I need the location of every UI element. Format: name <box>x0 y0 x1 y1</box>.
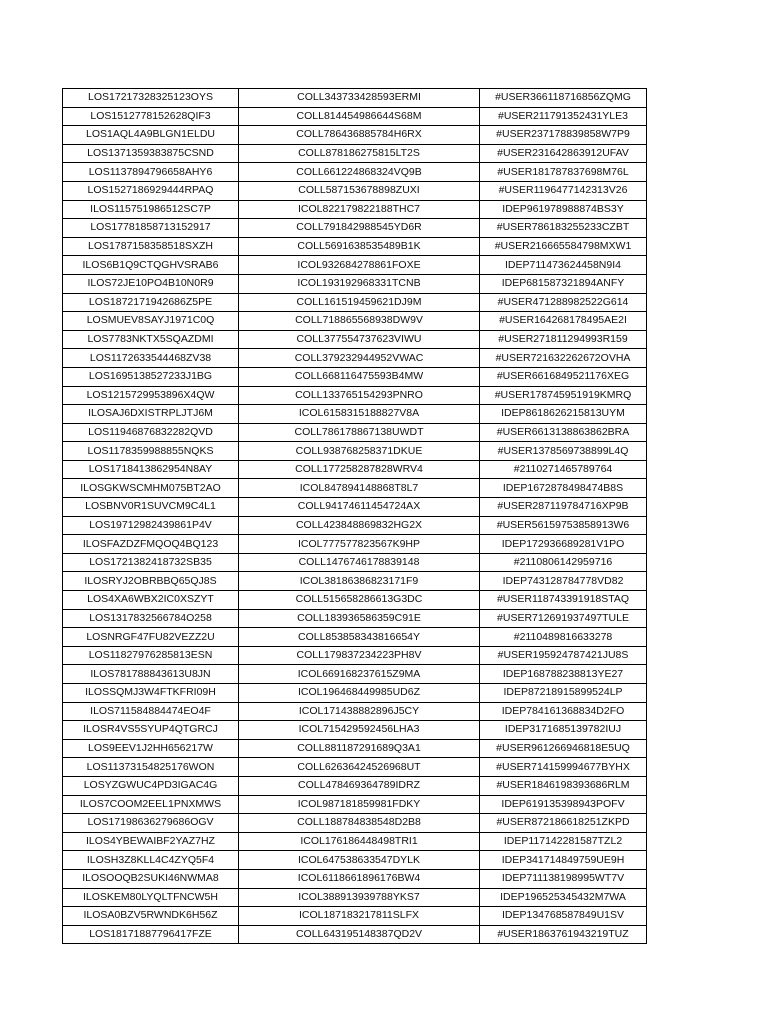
coll-id-cell: ICOL932684278861FOXE <box>239 256 480 275</box>
coll-id-cell: COLL177258287828WRV4 <box>239 460 480 479</box>
table-row <box>63 181 647 200</box>
los-id-cell: LOS11827976285813ESN <box>63 646 239 665</box>
table-row <box>63 795 647 814</box>
los-id-cell: LOS4XA6WBX2IC0XSZYT <box>63 591 239 610</box>
los-id-cell: LOS1695138527233J1BG <box>63 367 239 386</box>
user-id-cell: #USER712691937497TULE <box>480 609 647 628</box>
los-id-cell: LOSBNV0R1SUVCM9C4L1 <box>63 498 239 517</box>
los-id-cell: ILOSFAZDZFMQOQ4BQ123 <box>63 535 239 554</box>
user-id-cell: #USER231642863912UFAV <box>480 144 647 163</box>
user-id-cell: #USER195924787421JU8S <box>480 646 647 665</box>
table-row <box>63 684 647 703</box>
coll-id-cell: ICOL847894148868T8L7 <box>239 479 480 498</box>
los-id-cell: ILOSRYJ2OBRBBQ65QJ8S <box>63 572 239 591</box>
table-row <box>63 442 647 461</box>
coll-id-cell: COLL814454986644S68M <box>239 107 480 126</box>
user-id-cell: #USER164268178495AE2I <box>480 312 647 331</box>
table-row <box>63 423 647 442</box>
table-row <box>63 572 647 591</box>
coll-id-cell: ICOL822179822188THC7 <box>239 200 480 219</box>
coll-id-cell: COLL62636424526968UT <box>239 758 480 777</box>
user-id-cell: #USER211791352431YLE3 <box>480 107 647 126</box>
coll-id-cell: ICOL669168237615Z9MA <box>239 665 480 684</box>
user-id-cell: #USER56159753858913W6 <box>480 516 647 535</box>
coll-id-cell: ICOL193192968331TCNB <box>239 274 480 293</box>
los-id-cell: ILOS781788843613U8JN <box>63 665 239 684</box>
user-id-cell: #2110271465789764 <box>480 460 647 479</box>
user-id-cell: #USER872186618251ZKPD <box>480 814 647 833</box>
user-id-cell: #USER6613138863862BRA <box>480 423 647 442</box>
coll-id-cell: ICOL196468449985UD6Z <box>239 684 480 703</box>
user-id-cell: #USER961266946818E5UQ <box>480 739 647 758</box>
los-id-cell: LOS1512778152628QIF3 <box>63 107 239 126</box>
user-id-cell: #USER714159994677BYHX <box>480 758 647 777</box>
coll-id-cell: COLL853858343816654Y <box>239 628 480 647</box>
user-id-cell: IDEP8618626215813UYM <box>480 405 647 424</box>
user-id-cell: #USER1378569738899L4Q <box>480 442 647 461</box>
table-row <box>63 498 647 517</box>
coll-id-cell: ICOL38186386823171F9 <box>239 572 480 591</box>
los-id-cell: ILOSAJ6DXISTRPLJTJ6M <box>63 405 239 424</box>
los-id-cell: ILOS711584884474EO4F <box>63 702 239 721</box>
user-id-cell: #USER118743391918STAQ <box>480 591 647 610</box>
coll-id-cell: COLL133765154293PNRO <box>239 386 480 405</box>
table-row <box>63 200 647 219</box>
table-row <box>63 702 647 721</box>
table-row <box>63 237 647 256</box>
user-id-cell: #2110806142959716 <box>480 553 647 572</box>
user-id-cell: #USER471288982522G614 <box>480 293 647 312</box>
table-row <box>63 851 647 870</box>
table-row <box>63 367 647 386</box>
los-id-cell: ILOSH3Z8KLL4C4ZYQ5F4 <box>63 851 239 870</box>
los-id-cell: LOS1527186929444RPAQ <box>63 181 239 200</box>
user-id-cell: #USER1863761943219TUZ <box>480 925 647 944</box>
user-id-cell: #USER366118716856ZQMG <box>480 89 647 108</box>
coll-id-cell: COLL94174611454724AX <box>239 498 480 517</box>
user-id-cell: #USER1196477142313V26 <box>480 181 647 200</box>
los-id-cell: LOSMUEV8SAYJ1971C0Q <box>63 312 239 331</box>
los-id-cell: LOS11373154825176WON <box>63 758 239 777</box>
coll-id-cell: COLL661224868324VQ9B <box>239 163 480 182</box>
table-row <box>63 144 647 163</box>
los-id-cell: LOS1215729953896X4QW <box>63 386 239 405</box>
coll-id-cell: COLL478469364789IDRZ <box>239 776 480 795</box>
los-id-cell: ILOS72JE10PO4B10N0R9 <box>63 274 239 293</box>
coll-id-cell: COLL377554737623VIWU <box>239 330 480 349</box>
table-row <box>63 274 647 293</box>
table-row <box>63 591 647 610</box>
coll-id-cell: COLL161519459621DJ9M <box>239 293 480 312</box>
los-id-cell: LOS1317832566784O258 <box>63 609 239 628</box>
table-row <box>63 256 647 275</box>
user-id-cell: IDEP341714849759UE9H <box>480 851 647 870</box>
user-id-cell: IDEP134768587849U1SV <box>480 907 647 926</box>
table-row <box>63 758 647 777</box>
user-id-cell: IDEP172936689281V1PO <box>480 535 647 554</box>
coll-id-cell: COLL1476746178839148 <box>239 553 480 572</box>
coll-id-cell: ICOL171438882896J5CY <box>239 702 480 721</box>
user-id-cell: #2110489816633278 <box>480 628 647 647</box>
coll-id-cell: COLL881187291689Q3A1 <box>239 739 480 758</box>
user-id-cell: #USER216665584798MXW1 <box>480 237 647 256</box>
coll-id-cell: COLL5691638535489B1K <box>239 237 480 256</box>
los-id-cell: LOS1721382418732SB35 <box>63 553 239 572</box>
coll-id-cell: COLL791842988545YD6R <box>239 219 480 238</box>
coll-id-cell: ICOL388913939788YKS7 <box>239 888 480 907</box>
coll-id-cell: COLL718865568938DW9V <box>239 312 480 331</box>
table-row <box>63 553 647 572</box>
coll-id-cell: COLL515658286613G3DC <box>239 591 480 610</box>
los-id-cell: LOS1178359988855NQKS <box>63 442 239 461</box>
los-id-cell: LOS18171887796417FZE <box>63 925 239 944</box>
user-id-cell: #USER181787837698M76L <box>480 163 647 182</box>
los-id-cell: LOS9EEV1J2HH656217W <box>63 739 239 758</box>
data-table <box>62 88 647 944</box>
coll-id-cell: COLL343733428593ERMI <box>239 89 480 108</box>
los-id-cell: ILOSR4VS5SYUP4QTGRCJ <box>63 721 239 740</box>
los-id-cell: LOS1872171942686Z5PE <box>63 293 239 312</box>
los-id-cell: ILOSKEM80LYQLTFNCW5H <box>63 888 239 907</box>
user-id-cell: IDEP711138198995WT7V <box>480 869 647 888</box>
table-row <box>63 609 647 628</box>
user-id-cell: #USER287119784716XP9B <box>480 498 647 517</box>
coll-id-cell: ICOL987181859981FDKY <box>239 795 480 814</box>
coll-id-cell: COLL183936586359C91E <box>239 609 480 628</box>
user-id-cell: IDEP681587321894ANFY <box>480 274 647 293</box>
los-id-cell: LOSYZGWUC4PD3IGAC4G <box>63 776 239 795</box>
user-id-cell: #USER1846198393686RLM <box>480 776 647 795</box>
coll-id-cell: COLL188784838548D2B8 <box>239 814 480 833</box>
user-id-cell: #USER786183255233CZBT <box>480 219 647 238</box>
table-body <box>63 89 647 944</box>
coll-id-cell: ICOL6118661896176BW4 <box>239 869 480 888</box>
table-row <box>63 312 647 331</box>
user-id-cell: IDEP87218915899524LP <box>480 684 647 703</box>
table-row <box>63 293 647 312</box>
user-id-cell: #USER721632262672OVHA <box>480 349 647 368</box>
los-id-cell: LOS7783NKTX5SQAZDMI <box>63 330 239 349</box>
user-id-cell: #USER6616849521176XEG <box>480 367 647 386</box>
table-row <box>63 516 647 535</box>
user-id-cell: IDEP961978988874BS3Y <box>480 200 647 219</box>
table-row <box>63 460 647 479</box>
los-id-cell: LOS19712982439861P4V <box>63 516 239 535</box>
table-row <box>63 776 647 795</box>
user-id-cell: #USER178745951919KMRQ <box>480 386 647 405</box>
coll-id-cell: COLL938768258371DKUE <box>239 442 480 461</box>
los-id-cell: ILOS6B1Q9CTQGHVSRAB6 <box>63 256 239 275</box>
coll-id-cell: COLL786436885784H6RX <box>239 126 480 145</box>
user-id-cell: IDEP743128784778VD82 <box>480 572 647 591</box>
coll-id-cell: ICOL715429592456LHA3 <box>239 721 480 740</box>
los-id-cell: LOS11946876832282QVD <box>63 423 239 442</box>
table-row <box>63 739 647 758</box>
table-row <box>63 832 647 851</box>
los-id-cell: LOS1137894796658AHY6 <box>63 163 239 182</box>
coll-id-cell: ICOL187183217811SLFX <box>239 907 480 926</box>
table-row <box>63 107 647 126</box>
table-row <box>63 869 647 888</box>
coll-id-cell: COLL379232944952VWAC <box>239 349 480 368</box>
los-id-cell: LOS1718413862954N8AY <box>63 460 239 479</box>
user-id-cell: IDEP168788238813YE27 <box>480 665 647 684</box>
los-id-cell: LOS1371359383875CSND <box>63 144 239 163</box>
user-id-cell: IDEP711473624458N9I4 <box>480 256 647 275</box>
table-row <box>63 814 647 833</box>
coll-id-cell: ICOL647538633547DYLK <box>239 851 480 870</box>
los-id-cell: LOS1AQL4A9BLGN1ELDU <box>63 126 239 145</box>
table-row <box>63 535 647 554</box>
coll-id-cell: ICOL176186448498TRI1 <box>239 832 480 851</box>
table-row <box>63 405 647 424</box>
table-row <box>63 721 647 740</box>
los-id-cell: LOS17217328325123OYS <box>63 89 239 108</box>
los-id-cell: LOSNRGF47FU82VEZZ2U <box>63 628 239 647</box>
user-id-cell: IDEP3171685139782IUJ <box>480 721 647 740</box>
los-id-cell: ILOSOOQB2SUKI46NWMA8 <box>63 869 239 888</box>
user-id-cell: IDEP196525345432M7WA <box>480 888 647 907</box>
user-id-cell: IDEP117142281587TZL2 <box>480 832 647 851</box>
coll-id-cell: COLL668116475593B4MW <box>239 367 480 386</box>
user-id-cell: IDEP1672878498474B8S <box>480 479 647 498</box>
table-row <box>63 349 647 368</box>
coll-id-cell: COLL643195148387QD2V <box>239 925 480 944</box>
table-row <box>63 479 647 498</box>
los-id-cell: LOS17198636279686OGV <box>63 814 239 833</box>
coll-id-cell: COLL179837234223PH8V <box>239 646 480 665</box>
los-id-cell: ILOS7COOM2EEL1PNXMWS <box>63 795 239 814</box>
table-row <box>63 646 647 665</box>
los-id-cell: LOS1172633544468ZV38 <box>63 349 239 368</box>
user-id-cell: IDEP619135398943POFV <box>480 795 647 814</box>
los-id-cell: ILOSSQMJ3W4FTKFRI09H <box>63 684 239 703</box>
coll-id-cell: COLL786178867138UWDT <box>239 423 480 442</box>
table-row <box>63 330 647 349</box>
los-id-cell: ILOSA0BZV5RWNDK6H56Z <box>63 907 239 926</box>
user-id-cell: IDEP784161368834D2FO <box>480 702 647 721</box>
table-row <box>63 89 647 108</box>
coll-id-cell: COLL878186275815LT2S <box>239 144 480 163</box>
table-row <box>63 665 647 684</box>
coll-id-cell: ICOL6158315188827V8A <box>239 405 480 424</box>
coll-id-cell: COLL587153678898ZUXI <box>239 181 480 200</box>
table-row <box>63 163 647 182</box>
table-row <box>63 907 647 926</box>
los-id-cell: ILOS115751986512SC7P <box>63 200 239 219</box>
user-id-cell: #USER271811294993R159 <box>480 330 647 349</box>
table-row <box>63 126 647 145</box>
user-id-cell: #USER237178839858W7P9 <box>480 126 647 145</box>
los-id-cell: LOS1787158358518SXZH <box>63 237 239 256</box>
los-id-cell: ILOS4YBEWAIBF2YAZ7HZ <box>63 832 239 851</box>
table-row <box>63 219 647 238</box>
table-row <box>63 386 647 405</box>
table-row <box>63 628 647 647</box>
coll-id-cell: COLL423848869832HG2X <box>239 516 480 535</box>
coll-id-cell: ICOL777577823567K9HP <box>239 535 480 554</box>
table-row <box>63 925 647 944</box>
los-id-cell: ILOSGKWSCMHM075BT2AO <box>63 479 239 498</box>
table-row <box>63 888 647 907</box>
los-id-cell: LOS17781858713152917 <box>63 219 239 238</box>
